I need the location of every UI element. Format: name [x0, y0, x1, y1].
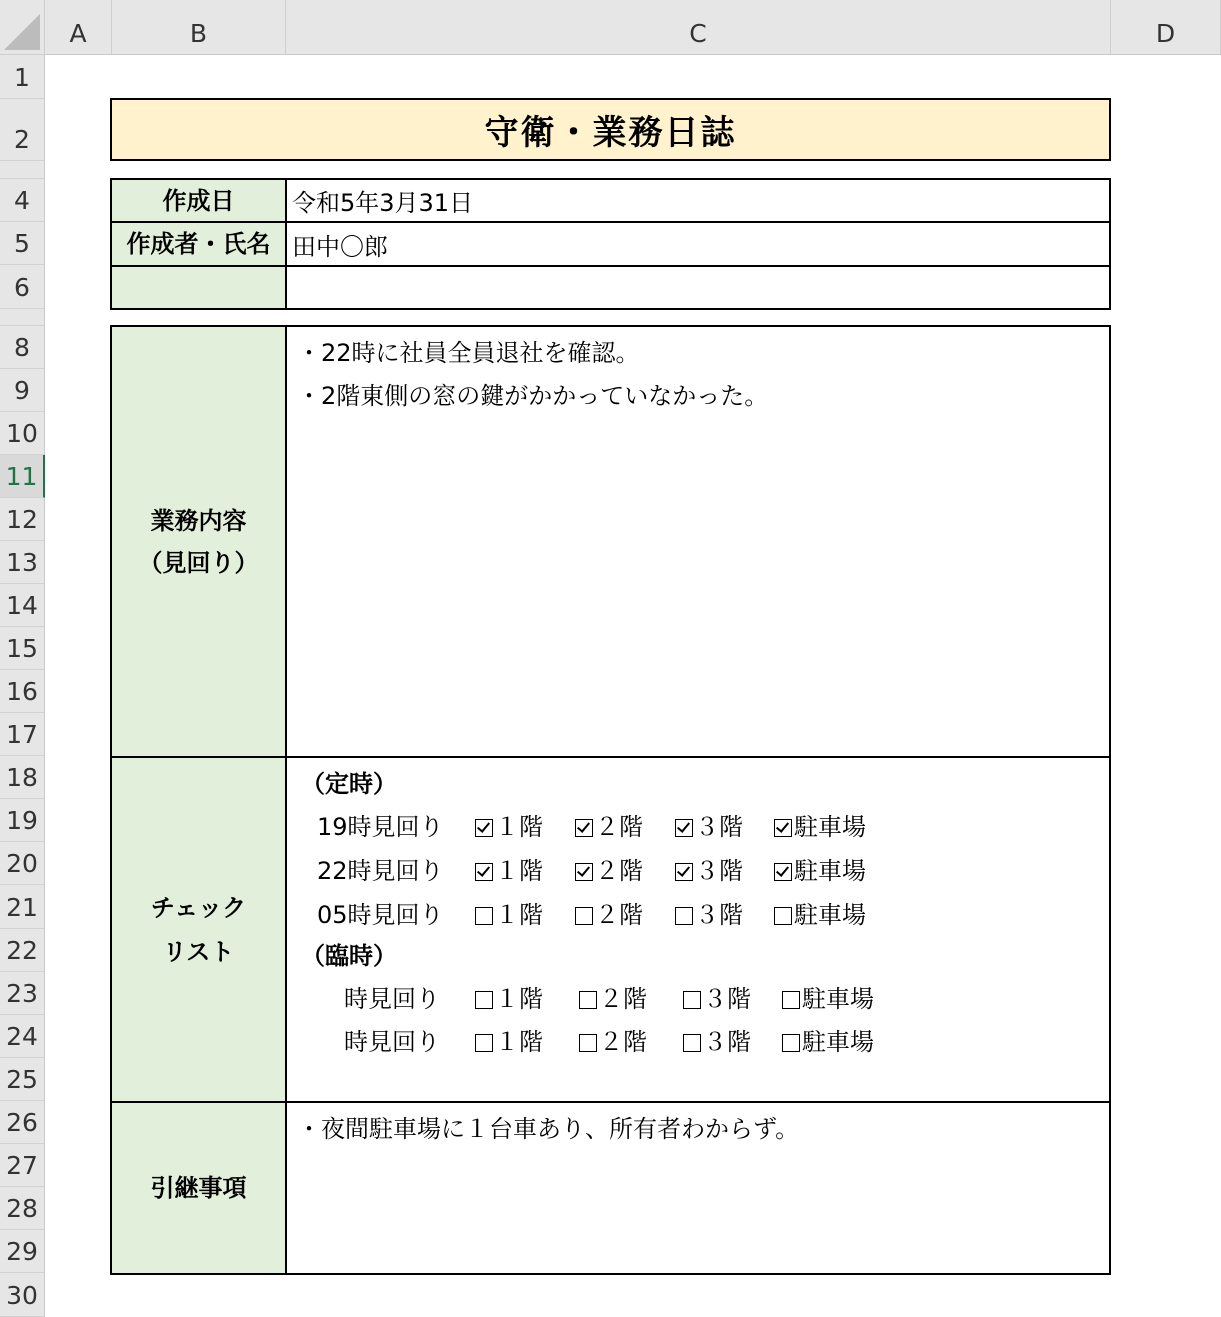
column-header-a[interactable]: A — [45, 0, 112, 55]
patrol-time-label: 22時見回り — [317, 857, 444, 885]
checkbox-item[interactable] — [475, 979, 543, 1014]
checklist-label-line2: リスト — [162, 937, 235, 966]
checkbox-item[interactable] — [774, 851, 866, 886]
checkbox-label: ２階 — [595, 813, 643, 841]
special-heading: （臨時） — [301, 942, 397, 970]
patrol-time-label: 05時見回り — [317, 901, 444, 929]
checkbox-item[interactable] — [675, 807, 743, 842]
row-header-1[interactable]: 1 — [0, 55, 45, 99]
checked-box-icon[interactable] — [675, 819, 693, 837]
checkbox-item[interactable] — [675, 851, 743, 886]
row-header-7[interactable] — [0, 309, 45, 326]
unchecked-box-icon[interactable] — [782, 991, 800, 1009]
unchecked-box-icon[interactable] — [675, 907, 693, 925]
checkbox-label: ３階 — [695, 813, 743, 841]
row-header-9[interactable]: 9 — [0, 369, 45, 412]
checkbox-label: １階 — [495, 901, 543, 929]
duties-label-line2: （見回り） — [138, 548, 259, 577]
checkbox-item[interactable] — [579, 979, 647, 1014]
patrol-time-label: 時見回り — [344, 985, 440, 1013]
author-name-label[interactable]: 作成者・氏名 — [110, 221, 287, 267]
row-header-2[interactable]: 2 — [0, 99, 45, 161]
duty-line: ・22時に社員全員退社を確認。 — [297, 339, 640, 367]
duties-label-line1: 業務内容 — [150, 506, 247, 535]
checkbox-label: １階 — [495, 1028, 543, 1056]
unchecked-box-icon[interactable] — [683, 1034, 701, 1052]
patrol-time-label: 時見回り — [344, 1028, 440, 1056]
checkbox-label: １階 — [495, 813, 543, 841]
patrol-time-label: 19時見回り — [317, 813, 444, 841]
unchecked-box-icon[interactable] — [475, 991, 493, 1009]
created-date-cell[interactable]: 令和5年3月31日 — [285, 178, 1111, 223]
blank-value-cell[interactable] — [285, 265, 1111, 310]
checked-box-icon[interactable] — [575, 863, 593, 881]
row-header-15[interactable]: 15 — [0, 627, 45, 670]
unchecked-box-icon[interactable] — [475, 1034, 493, 1052]
author-name-cell[interactable]: 田中〇郎 — [285, 221, 1111, 267]
row-header-3[interactable] — [0, 161, 45, 179]
checkbox-item[interactable] — [579, 1022, 647, 1057]
checkbox-label: 駐車場 — [794, 857, 866, 885]
unchecked-box-icon[interactable] — [782, 1034, 800, 1052]
checkbox-label: ２階 — [595, 857, 643, 885]
row-header-10[interactable]: 10 — [0, 412, 45, 455]
row-header-20[interactable]: 20 — [0, 842, 45, 885]
row-header-6[interactable]: 6 — [0, 265, 45, 309]
checklist-cell[interactable] — [285, 756, 1111, 1103]
row-header-5[interactable]: 5 — [0, 222, 45, 265]
checkbox-item[interactable] — [475, 807, 543, 842]
created-date-label[interactable]: 作成日 — [110, 178, 287, 223]
checkbox-label: １階 — [495, 985, 543, 1013]
checkbox-label: ２階 — [599, 985, 647, 1013]
duty-line: ・2階東側の窓の鍵がかかっていなかった。 — [297, 382, 769, 410]
checked-box-icon[interactable] — [475, 819, 493, 837]
checkbox-item[interactable] — [782, 979, 874, 1014]
handover-label[interactable]: 引継事項 — [110, 1101, 287, 1275]
unchecked-box-icon[interactable] — [475, 907, 493, 925]
unchecked-box-icon[interactable] — [579, 991, 597, 1009]
checklist-label[interactable] — [110, 756, 287, 1103]
checkbox-item[interactable] — [683, 1022, 751, 1057]
checkbox-item[interactable] — [575, 807, 643, 842]
checked-box-icon[interactable] — [475, 863, 493, 881]
row-header-16[interactable]: 16 — [0, 670, 45, 713]
row-header-22[interactable]: 22 — [0, 929, 45, 972]
regular-heading: （定時） — [301, 770, 397, 798]
checklist-label-line1: チェック — [150, 893, 247, 922]
checkbox-label: ２階 — [595, 901, 643, 929]
page-title[interactable]: 守衛・業務日誌 — [110, 98, 1111, 161]
row-header-23[interactable]: 23 — [0, 972, 45, 1015]
row-header-19[interactable]: 19 — [0, 799, 45, 842]
row-header-8[interactable]: 8 — [0, 326, 45, 369]
unchecked-box-icon[interactable] — [683, 991, 701, 1009]
column-header-b[interactable]: B — [112, 0, 286, 55]
checkbox-label: ３階 — [703, 1028, 751, 1056]
row-header-13[interactable]: 13 — [0, 541, 45, 584]
blank-label-cell[interactable] — [110, 265, 287, 310]
checkbox-item[interactable] — [774, 895, 866, 930]
row-header-11[interactable]: 11 — [0, 455, 45, 498]
row-header-27[interactable]: 27 — [0, 1144, 45, 1187]
checkbox-item[interactable] — [782, 1022, 874, 1057]
row-header-18[interactable]: 18 — [0, 756, 45, 799]
checkbox-label: ３階 — [703, 985, 751, 1013]
checkbox-item[interactable] — [575, 895, 643, 930]
column-header-d[interactable]: D — [1111, 0, 1221, 55]
handover-cell[interactable] — [285, 1101, 1111, 1275]
checkbox-item[interactable] — [683, 979, 751, 1014]
select-all-corner[interactable] — [0, 0, 45, 55]
row-header-30[interactable]: 30 — [0, 1273, 45, 1317]
checkbox-label: 駐車場 — [802, 985, 874, 1013]
checkbox-item[interactable] — [475, 895, 543, 930]
row-header-25[interactable]: 25 — [0, 1058, 45, 1101]
checked-box-icon[interactable] — [675, 863, 693, 881]
checkbox-item[interactable] — [575, 851, 643, 886]
checkbox-item[interactable] — [475, 851, 543, 886]
duties-label[interactable] — [110, 325, 287, 758]
checkbox-item[interactable] — [774, 807, 866, 842]
row-header-24[interactable]: 24 — [0, 1015, 45, 1058]
checkbox-item[interactable] — [475, 1022, 543, 1057]
duties-cell[interactable] — [285, 325, 1111, 758]
checkbox-item[interactable] — [675, 895, 743, 930]
checked-box-icon[interactable] — [575, 819, 593, 837]
row-header-4[interactable]: 4 — [0, 179, 45, 222]
unchecked-box-icon[interactable] — [774, 907, 792, 925]
checked-box-icon[interactable] — [774, 863, 792, 881]
row-header-17[interactable]: 17 — [0, 713, 45, 756]
row-header-26[interactable]: 26 — [0, 1101, 45, 1144]
checkbox-label: ３階 — [695, 901, 743, 929]
checkbox-label: 駐車場 — [802, 1028, 874, 1056]
column-header-c[interactable]: C — [286, 0, 1111, 55]
handover-line: ・夜間駐車場に１台車あり、所有者わからず。 — [297, 1115, 800, 1143]
row-header-29[interactable]: 29 — [0, 1230, 45, 1273]
row-header-12[interactable]: 12 — [0, 498, 45, 541]
unchecked-box-icon[interactable] — [575, 907, 593, 925]
unchecked-box-icon[interactable] — [579, 1034, 597, 1052]
checkbox-label: 駐車場 — [794, 813, 866, 841]
row-header-28[interactable]: 28 — [0, 1187, 45, 1230]
checked-box-icon[interactable] — [774, 819, 792, 837]
checkbox-label: ２階 — [599, 1028, 647, 1056]
row-header-14[interactable]: 14 — [0, 584, 45, 627]
checkbox-label: １階 — [495, 857, 543, 885]
checkbox-label: ３階 — [695, 857, 743, 885]
row-header-21[interactable]: 21 — [0, 885, 45, 929]
checkbox-label: 駐車場 — [794, 901, 866, 929]
